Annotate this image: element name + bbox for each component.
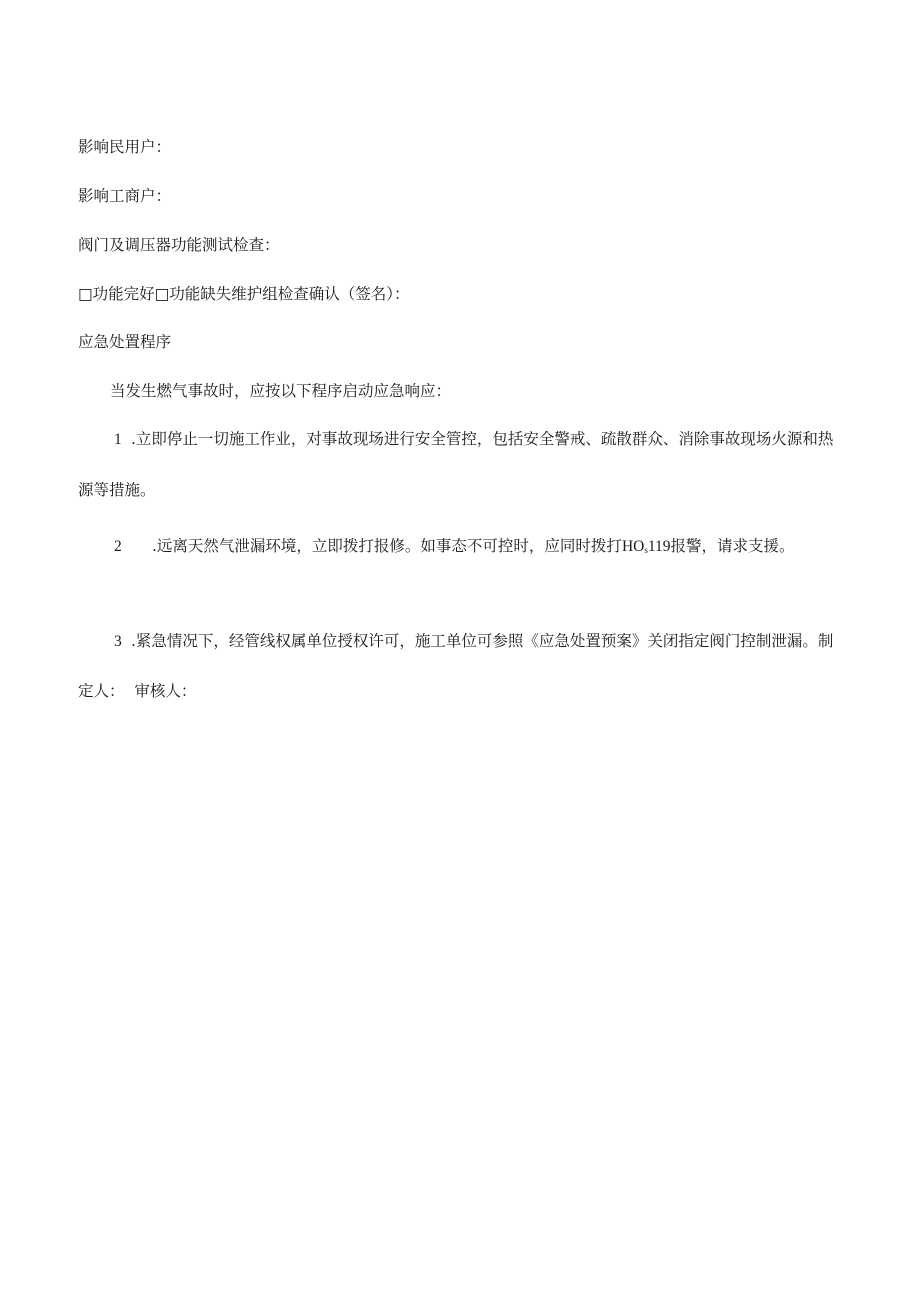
step-number: 1 xyxy=(114,431,122,448)
section-title: 应急处置程序 xyxy=(78,333,172,351)
step-1 xyxy=(114,429,833,450)
step-text: .立即停止一切施工作业，对事故现场进行安全管控，包括安全警戒、疏散群众、消除事故现场火源和热 xyxy=(131,430,834,448)
step-2 xyxy=(114,536,795,557)
step-text-after: 报警，请求支援。 xyxy=(670,537,795,555)
code-text: $HO_s119$ xyxy=(621,538,671,555)
field-commercial-users: 影响工商户： xyxy=(78,187,172,205)
step-number: 3 xyxy=(114,633,122,650)
step-text: .远离天然气泄漏环境，立即拨打报修。如事态不可控时，应同时拨打 xyxy=(152,537,622,555)
step-1-continuation: 源等措施。 xyxy=(78,481,156,499)
step-text: .紧急情况下，经管线权属单位授权许可，施工单位可参照《应急处置预案》关闭指定阀门控制泄漏。制 xyxy=(131,632,834,650)
checkbox-line xyxy=(78,284,410,304)
field-valve-test: 阀门及调压器功能测试检查： xyxy=(78,236,280,254)
step-3 xyxy=(114,631,833,652)
field-residential-users: 影响民用户： xyxy=(78,138,172,156)
checkbox-function-good[interactable]: □功能完好 xyxy=(78,285,155,303)
signature-line: 定人： 审核人： xyxy=(78,682,197,700)
step-number: 2 xyxy=(114,538,122,555)
section-intro: 当发生燃气事故时，应按以下程序启动应急响应： xyxy=(110,382,452,400)
checkbox-function-defect[interactable]: □功能缺失维护组检查确认（签名）： xyxy=(154,285,410,303)
